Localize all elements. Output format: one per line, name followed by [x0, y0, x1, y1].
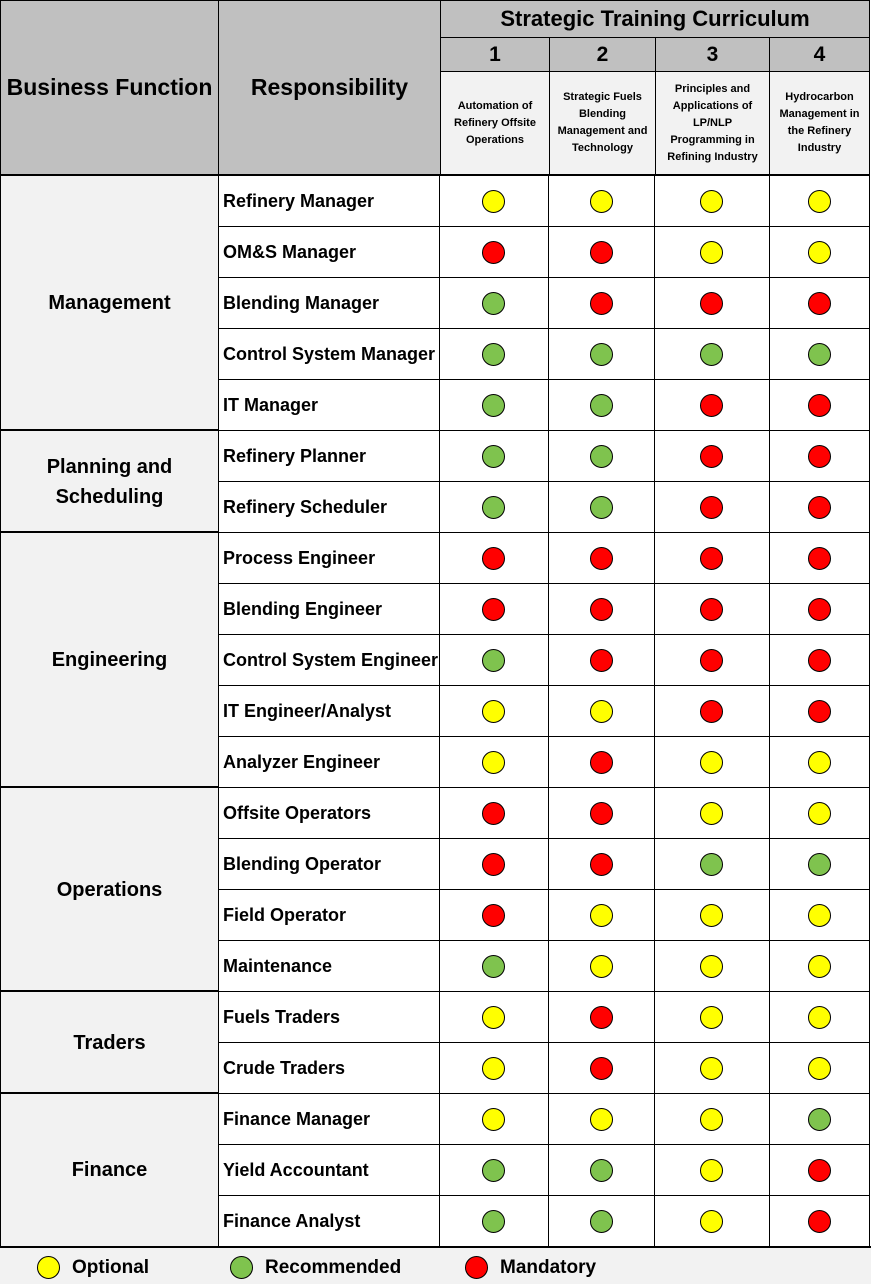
table-row — [218, 736, 870, 788]
table-row — [218, 889, 870, 941]
course-1-cell — [440, 175, 549, 227]
recommended-dot-icon — [808, 1108, 831, 1131]
recommended-dot-icon — [482, 649, 505, 672]
optional-dot-icon — [482, 1108, 505, 1131]
course-3-cell — [655, 481, 769, 533]
recommended-dot-icon — [590, 1210, 613, 1233]
course-2-cell — [549, 379, 655, 431]
table-row — [218, 277, 870, 329]
recommended-dot-icon — [700, 853, 723, 876]
responsibility-cell: Process Engineer — [218, 532, 440, 584]
optional-dot-icon — [590, 904, 613, 927]
business-function-cell: Operations — [0, 786, 219, 992]
optional-dot-icon — [700, 241, 723, 264]
responsibility-cell: Refinery Manager — [218, 175, 440, 227]
optional-dot-icon — [808, 1057, 831, 1080]
course-4-cell — [770, 1144, 870, 1196]
responsibility-cell: Analyzer Engineer — [218, 736, 440, 788]
responsibility-cell: Control System Engineer — [218, 634, 440, 686]
course-4-cell — [770, 838, 870, 890]
course-4-cell — [770, 532, 870, 584]
optional-dot-icon — [700, 1057, 723, 1080]
course-3-cell — [655, 175, 769, 227]
business-function-header: Business Function — [0, 0, 219, 175]
responsibility-cell: Finance Manager — [218, 1093, 440, 1145]
table-row — [218, 481, 870, 533]
course-2-cell — [549, 889, 655, 941]
course-3-cell — [655, 838, 769, 890]
course-3-cell — [655, 430, 769, 482]
table-row — [218, 532, 870, 584]
course-2-cell — [549, 328, 655, 380]
table-row — [218, 787, 870, 839]
course-2-cell — [549, 1042, 655, 1094]
course-4-cell — [770, 940, 870, 992]
mandatory-dot-icon — [590, 853, 613, 876]
recommended-dot-icon — [482, 445, 505, 468]
course-number-1: 1 — [440, 37, 550, 72]
mandatory-dot-icon — [482, 547, 505, 570]
optional-dot-icon — [808, 751, 831, 774]
mandatory-dot-icon — [808, 445, 831, 468]
course-3-cell — [655, 940, 769, 992]
optional-dot-icon — [700, 751, 723, 774]
course-1-cell — [440, 1042, 549, 1094]
mandatory-dot-icon — [590, 547, 613, 570]
legend-optional-label: Optional — [72, 1256, 150, 1278]
table-row — [218, 1144, 870, 1196]
table-row — [218, 328, 870, 380]
course-name-1: Automation of Refinery Offsite Operations — [440, 71, 550, 175]
course-1-cell — [440, 583, 549, 635]
course-2-cell — [549, 1195, 655, 1247]
optional-dot-icon — [700, 1210, 723, 1233]
legend-item-mandatory — [465, 1256, 596, 1279]
mandatory-dot-icon — [700, 445, 723, 468]
business-function-cell: Management — [0, 174, 219, 431]
responsibility-cell: Offsite Operators — [218, 787, 440, 839]
course-3-cell — [655, 1093, 769, 1145]
course-3-cell — [655, 991, 769, 1043]
optional-dot-icon — [808, 955, 831, 978]
recommended-dot-icon — [482, 394, 505, 417]
recommended-dot-icon — [808, 343, 831, 366]
course-3-cell — [655, 277, 769, 329]
course-number-4: 4 — [769, 37, 870, 72]
recommended-dot-icon — [482, 955, 505, 978]
course-3-cell — [655, 787, 769, 839]
course-3-cell — [655, 1042, 769, 1094]
course-1-cell — [440, 838, 549, 890]
optional-dot-icon — [482, 700, 505, 723]
course-2-cell — [549, 940, 655, 992]
course-1-cell — [440, 532, 549, 584]
table-row — [218, 634, 870, 686]
mandatory-dot-icon — [808, 1159, 831, 1182]
optional-dot-icon — [808, 1006, 831, 1029]
optional-dot-icon — [808, 904, 831, 927]
course-4-cell — [770, 226, 870, 278]
responsibility-cell: IT Engineer/Analyst — [218, 685, 440, 737]
course-1-cell — [440, 1195, 549, 1247]
responsibility-cell: Crude Traders — [218, 1042, 440, 1094]
legend-recommended-label: Recommended — [265, 1256, 402, 1278]
course-2-cell — [549, 991, 655, 1043]
table-row — [218, 1195, 870, 1247]
mandatory-dot-icon — [808, 547, 831, 570]
mandatory-dot-icon — [482, 241, 505, 264]
mandatory-dot-icon — [590, 649, 613, 672]
course-4-cell — [770, 430, 870, 482]
course-1-cell — [440, 685, 549, 737]
responsibility-cell: IT Manager — [218, 379, 440, 431]
course-2-cell — [549, 634, 655, 686]
optional-dot-icon — [808, 802, 831, 825]
mandatory-dot-icon — [590, 292, 613, 315]
business-function-cell: Planning and Scheduling — [0, 429, 219, 533]
course-3-cell — [655, 685, 769, 737]
optional-dot-icon — [808, 190, 831, 213]
course-1-cell — [440, 1144, 549, 1196]
mandatory-dot-icon — [700, 496, 723, 519]
mandatory-dot-icon — [700, 700, 723, 723]
course-4-cell — [770, 583, 870, 635]
mandatory-dot-icon — [808, 496, 831, 519]
optional-dot-icon — [700, 1006, 723, 1029]
recommended-dot-icon — [590, 343, 613, 366]
recommended-dot-icon — [482, 496, 505, 519]
responsibility-cell: Finance Analyst — [218, 1195, 440, 1247]
responsibility-header: Responsibility — [218, 0, 441, 175]
responsibility-cell: Blending Engineer — [218, 583, 440, 635]
recommended-dot-icon — [482, 1159, 505, 1182]
responsibility-cell: Field Operator — [218, 889, 440, 941]
responsibility-cell: Fuels Traders — [218, 991, 440, 1043]
curriculum-title: Strategic Training Curriculum — [440, 0, 870, 38]
responsibility-cell: Control System Manager — [218, 328, 440, 380]
recommended-dot-icon — [590, 394, 613, 417]
optional-dot-icon — [482, 190, 505, 213]
course-4-cell — [770, 991, 870, 1043]
responsibility-cell: Refinery Planner — [218, 430, 440, 482]
responsibility-cell: Maintenance — [218, 940, 440, 992]
optional-dot-icon — [590, 700, 613, 723]
table-row — [218, 226, 870, 278]
business-function-cell: Engineering — [0, 531, 219, 788]
responsibility-cell: Refinery Scheduler — [218, 481, 440, 533]
course-4-cell — [770, 1195, 870, 1247]
course-4-cell — [770, 328, 870, 380]
course-2-cell — [549, 532, 655, 584]
responsibility-cell: Yield Accountant — [218, 1144, 440, 1196]
mandatory-dot-icon — [808, 1210, 831, 1233]
mandatory-dot-icon — [808, 598, 831, 621]
table-row — [218, 583, 870, 635]
course-4-cell — [770, 787, 870, 839]
course-4-cell — [770, 481, 870, 533]
course-1-cell — [440, 328, 549, 380]
course-2-cell — [549, 583, 655, 635]
legend-item-recommended — [230, 1256, 401, 1279]
optional-dot-icon — [700, 904, 723, 927]
course-name-2: Strategic Fuels Blending Management and Technology — [549, 71, 656, 175]
course-1-cell — [440, 277, 549, 329]
course-2-cell — [549, 175, 655, 227]
mandatory-dot-icon — [808, 394, 831, 417]
course-1-cell — [440, 1093, 549, 1145]
optional-dot-icon — [482, 1006, 505, 1029]
optional-dot-icon — [700, 190, 723, 213]
course-2-cell — [549, 838, 655, 890]
course-1-cell — [440, 889, 549, 941]
course-name-3: Principles and Applications of LP/NLP Programming in Refining Industry — [655, 71, 770, 175]
optional-dot-icon — [590, 955, 613, 978]
table-row — [218, 430, 870, 482]
optional-dot-icon — [590, 1108, 613, 1131]
responsibility-cell: Blending Manager — [218, 277, 440, 329]
table-row — [218, 1042, 870, 1094]
course-4-cell — [770, 889, 870, 941]
course-3-cell — [655, 1195, 769, 1247]
business-function-cell: Finance — [0, 1092, 219, 1247]
recommended-dot-icon — [482, 343, 505, 366]
recommended-dot-icon — [482, 292, 505, 315]
optional-dot-icon — [700, 1108, 723, 1131]
course-2-cell — [549, 787, 655, 839]
table-row — [218, 991, 870, 1043]
course-3-cell — [655, 736, 769, 788]
optional-dot-icon — [700, 955, 723, 978]
optional-dot-icon — [482, 1057, 505, 1080]
mandatory-dot-icon — [482, 853, 505, 876]
mandatory-dot-icon — [590, 1057, 613, 1080]
course-1-cell — [440, 736, 549, 788]
optional-dot-icon — [700, 1159, 723, 1182]
course-4-cell — [770, 379, 870, 431]
mandatory-dot-icon — [482, 904, 505, 927]
optional-dot-icon — [700, 802, 723, 825]
course-3-cell — [655, 634, 769, 686]
course-4-cell — [770, 1093, 870, 1145]
course-1-cell — [440, 634, 549, 686]
recommended-dot-icon — [482, 1210, 505, 1233]
course-3-cell — [655, 889, 769, 941]
mandatory-dot-icon — [700, 394, 723, 417]
mandatory-dot-icon — [700, 598, 723, 621]
course-name-4: Hydrocarbon Management in the Refinery Industry — [769, 71, 870, 175]
business-function-cell: Traders — [0, 990, 219, 1094]
recommended-dot-icon — [700, 343, 723, 366]
legend-optional-icon — [37, 1256, 60, 1279]
course-2-cell — [549, 226, 655, 278]
optional-dot-icon — [808, 241, 831, 264]
course-4-cell — [770, 277, 870, 329]
course-3-cell — [655, 328, 769, 380]
course-1-cell — [440, 379, 549, 431]
legend — [0, 1246, 871, 1284]
course-1-cell — [440, 787, 549, 839]
legend-mandatory-icon — [465, 1256, 488, 1279]
legend-recommended-icon — [230, 1256, 253, 1279]
recommended-dot-icon — [590, 445, 613, 468]
responsibility-cell: Blending Operator — [218, 838, 440, 890]
optional-dot-icon — [590, 190, 613, 213]
mandatory-dot-icon — [590, 241, 613, 264]
course-1-cell — [440, 481, 549, 533]
mandatory-dot-icon — [700, 547, 723, 570]
mandatory-dot-icon — [590, 751, 613, 774]
mandatory-dot-icon — [808, 292, 831, 315]
mandatory-dot-icon — [808, 700, 831, 723]
course-4-cell — [770, 175, 870, 227]
course-2-cell — [549, 736, 655, 788]
mandatory-dot-icon — [700, 292, 723, 315]
course-2-cell — [549, 277, 655, 329]
course-3-cell — [655, 1144, 769, 1196]
course-1-cell — [440, 940, 549, 992]
legend-item-optional — [37, 1256, 149, 1279]
course-4-cell — [770, 1042, 870, 1094]
course-2-cell — [549, 685, 655, 737]
course-2-cell — [549, 1144, 655, 1196]
course-1-cell — [440, 226, 549, 278]
course-3-cell — [655, 583, 769, 635]
course-3-cell — [655, 532, 769, 584]
course-2-cell — [549, 430, 655, 482]
course-3-cell — [655, 379, 769, 431]
mandatory-dot-icon — [808, 649, 831, 672]
course-1-cell — [440, 991, 549, 1043]
course-4-cell — [770, 685, 870, 737]
mandatory-dot-icon — [700, 649, 723, 672]
course-4-cell — [770, 634, 870, 686]
table-row — [218, 838, 870, 890]
recommended-dot-icon — [590, 496, 613, 519]
table-row — [218, 1093, 870, 1145]
mandatory-dot-icon — [590, 1006, 613, 1029]
recommended-dot-icon — [590, 1159, 613, 1182]
course-number-3: 3 — [655, 37, 770, 72]
table-row — [218, 175, 870, 227]
course-1-cell — [440, 430, 549, 482]
responsibility-cell: OM&S Manager — [218, 226, 440, 278]
course-number-2: 2 — [549, 37, 656, 72]
course-2-cell — [549, 481, 655, 533]
table-row — [218, 685, 870, 737]
mandatory-dot-icon — [590, 598, 613, 621]
mandatory-dot-icon — [482, 598, 505, 621]
mandatory-dot-icon — [482, 802, 505, 825]
table-row — [218, 940, 870, 992]
course-2-cell — [549, 1093, 655, 1145]
table-row — [218, 379, 870, 431]
optional-dot-icon — [482, 751, 505, 774]
course-3-cell — [655, 226, 769, 278]
mandatory-dot-icon — [590, 802, 613, 825]
recommended-dot-icon — [808, 853, 831, 876]
course-4-cell — [770, 736, 870, 788]
legend-mandatory-label: Mandatory — [500, 1256, 597, 1278]
